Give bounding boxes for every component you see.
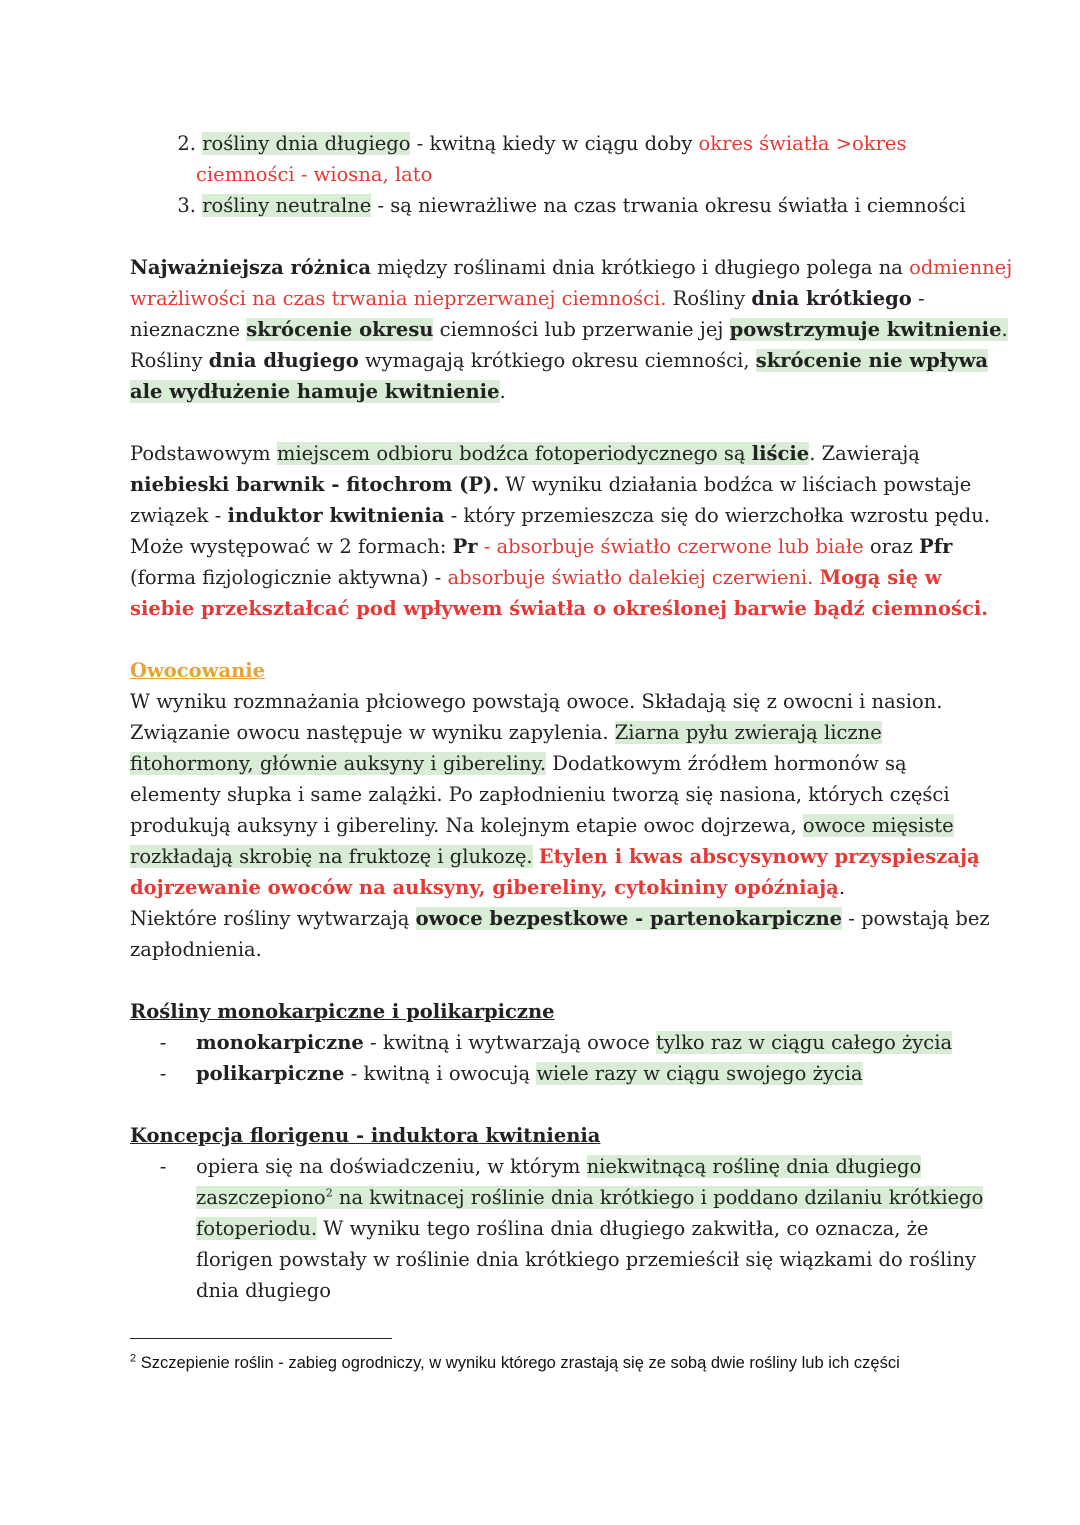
paragraph-line: [130, 717, 960, 748]
bold-highlight: skrócenie nie wpływa: [755, 349, 989, 372]
bold-text: polikarpiczne: [196, 1062, 345, 1085]
text: florigen powstały w roślinie dnia krótkiego przemieścił się wiązkami do rośliny: [196, 1248, 977, 1271]
text: - kwitną i wytwarzają owoce: [363, 1031, 656, 1054]
bullet-item: [130, 1058, 960, 1089]
bullet-continuation: [130, 1275, 960, 1306]
heading-text: Rośliny monokarpiczne i polikarpiczne: [130, 1000, 555, 1023]
text: związek -: [130, 504, 228, 527]
text: zapłodnienia.: [130, 938, 262, 961]
term-highlight: Ziarna pyłu zwierają liczne: [614, 721, 882, 744]
text: - powstają bez: [842, 907, 990, 930]
text: .: [838, 876, 846, 899]
text: Związanie owocu następuje w wyniku zapylenia.: [130, 721, 615, 744]
dash-bullet: -: [159, 1062, 167, 1085]
text: Rośliny: [666, 287, 752, 310]
list-item-continuation: [130, 159, 960, 190]
paragraph-line: [130, 283, 960, 314]
text: nieznaczne: [130, 318, 247, 341]
bold-highlight: liście: [751, 442, 810, 465]
bold-text: Pfr: [919, 535, 953, 558]
red-text: odmiennej: [909, 256, 1013, 279]
highlight-group: [196, 1186, 983, 1209]
list-number: 2.: [177, 132, 196, 155]
bold-text: dnia długiego: [208, 349, 359, 372]
footnote-separator: [130, 1338, 392, 1339]
bold-text: monokarpiczne: [196, 1031, 364, 1054]
text: .: [1001, 318, 1008, 341]
red-text: absorbuje światło dalekiej czerwieni.: [447, 566, 814, 589]
text: na kwitnacej roślinie dnia krótkiego i poddano dzilaniu krótkiego: [332, 1186, 984, 1209]
text: Podstawowym: [130, 442, 277, 465]
text: W wyniku działania bodźca w liściach powstaje: [499, 473, 972, 496]
term-highlight: niekwitnącą roślinę dnia długiego: [586, 1155, 922, 1178]
bullet-continuation: [130, 1213, 960, 1244]
section-heading-carpic: [130, 996, 960, 1027]
document-page: [130, 128, 1013, 1306]
text: zaszczepiono: [196, 1186, 326, 1209]
term-highlight: rozkładają skrobię na fruktozę i glukozę.: [130, 845, 533, 868]
list-item: [130, 128, 960, 159]
bold-highlight: owoce bezpestkowe - partenokarpiczne: [415, 907, 843, 930]
text: między roślinami dnia krótkiego i długiego polega na: [370, 256, 910, 279]
paragraph-line: [130, 810, 960, 841]
text: - kwitną i owocują: [344, 1062, 537, 1085]
text: - który przemieszcza się do wierzchołka wzrostu pędu.: [444, 504, 991, 527]
footnote-text: Szczepienie roślin - zabieg ogrodniczy, w wyniku którego zrastają się ze sobą dwie rośliny lub ich części: [136, 1354, 900, 1372]
text: opiera się na doświadczeniu, w którym: [196, 1155, 587, 1178]
term-highlight: rośliny neutralne: [202, 194, 372, 217]
list-number: 3.: [177, 194, 196, 217]
paragraph-line: [130, 252, 1013, 283]
term-highlight: miejscem odbioru bodźca fotoperiodycznego są: [276, 442, 752, 465]
bullet-continuation: [130, 1182, 984, 1213]
paragraph-line: [130, 593, 989, 624]
paragraph-line: [130, 562, 960, 593]
paragraph-line: [130, 376, 960, 407]
text: Dodatkowym źródłem hormonów są: [546, 752, 907, 775]
section-heading-fruiting: [130, 655, 960, 686]
bold-red-text: Etylen i kwas abscysynowy przyspieszają: [538, 845, 980, 868]
text: W wyniku rozmnażania płciowego powstają owoce. Składają się z owocni i nasion.: [130, 690, 943, 713]
text: elementy słupka i same zalążki. Po zapłodnieniu tworzą się nasiona, których części: [130, 783, 950, 806]
text: (forma fizjologicznie aktywna) -: [130, 566, 448, 589]
paragraph-line: [130, 872, 960, 903]
paragraph-line: [130, 934, 960, 965]
paragraph-line: [130, 469, 972, 500]
bullet-item: [130, 1151, 960, 1182]
bold-red-text: Mogą się w: [819, 566, 942, 589]
text: Niektóre rośliny wytwarzają: [130, 907, 416, 930]
text: produkują auksyny i gibereliny. Na kolejnym etapie owoc dojrzewa,: [130, 814, 803, 837]
text: ciemności lub przerwanie jej: [433, 318, 730, 341]
text: oraz: [863, 535, 920, 558]
paragraph-line: [130, 686, 960, 717]
heading-text: Koncepcja florigenu - induktora kwitnienia: [130, 1124, 601, 1147]
red-text: ciemności - wiosna, lato: [196, 163, 433, 186]
paragraph-line: [130, 841, 980, 872]
text: dnia długiego: [196, 1279, 331, 1302]
text: Rośliny: [130, 349, 209, 372]
paragraph-line: [130, 748, 960, 779]
text: -: [911, 287, 925, 310]
term-highlight: wiele razy w ciągu swojego życia: [536, 1062, 863, 1085]
paragraph-line: [130, 903, 990, 934]
term-highlight: rośliny dnia długiego: [202, 132, 411, 155]
dash-bullet: -: [159, 1031, 167, 1054]
bold-text: niebieski barwnik - fitochrom (P).: [130, 473, 500, 496]
bullet-item: [130, 1027, 960, 1058]
bold-text: induktor kwitnienia: [227, 504, 445, 527]
text: . Zawierają: [809, 442, 920, 465]
term-highlight: owoce mięsiste: [802, 814, 954, 837]
bold-highlight: powstrzymuje kwitnienie: [729, 318, 1002, 341]
red-text: -: [477, 535, 497, 558]
text: Może występować w 2 formach:: [130, 535, 453, 558]
text: - są niewrażliwe na czas trwania okresu światła i ciemności: [371, 194, 966, 217]
red-text: absorbuje światło czerwone lub białe: [496, 535, 864, 558]
text: W wyniku tego roślina dnia długiego zakwitła, co oznacza, że: [317, 1217, 929, 1240]
section-heading-florigen: [130, 1120, 960, 1151]
term-highlight: fotoperiodu.: [196, 1217, 318, 1240]
dash-bullet: -: [159, 1155, 167, 1178]
heading-text: Owocowanie: [130, 659, 266, 682]
paragraph-line: [130, 531, 960, 562]
paragraph-line: [130, 314, 1008, 345]
text: wymagają krótkiego okresu ciemności,: [358, 349, 756, 372]
bold-highlight: skrócenie okresu: [246, 318, 434, 341]
bold-red-text: siebie przekształcać pod wpływem światła o określonej barwie bądź ciemności.: [130, 597, 989, 620]
bold-text: Najważniejsza różnica: [130, 256, 371, 279]
footnote: [130, 1353, 960, 1374]
bold-text: dnia krótkiego: [751, 287, 912, 310]
footnote-mark: 2: [130, 1352, 137, 1365]
term-highlight: tylko raz w ciągu całego życia: [656, 1031, 953, 1054]
list-item: [130, 190, 966, 221]
bold-text: Pr: [452, 535, 478, 558]
red-text: okres światła >okres: [698, 132, 907, 155]
bold-red-text: dojrzewanie owoców na auksyny, gibereliny, cytokininy opóźniają: [130, 876, 839, 899]
text: .: [499, 380, 506, 403]
bold-highlight: ale wydłużenie hamuje kwitnienie: [130, 380, 500, 403]
paragraph-line: [130, 438, 960, 469]
paragraph-line: [130, 345, 989, 376]
paragraph-line: [130, 500, 991, 531]
footnote-reference[interactable]: 2: [325, 1186, 333, 1200]
paragraph-line: [130, 779, 960, 810]
text: - kwitną kiedy w ciągu doby: [410, 132, 699, 155]
bullet-continuation: [130, 1244, 977, 1275]
term-highlight: fitohormony, głównie auksyny i gibereliny.: [130, 752, 547, 775]
red-text: wrażliwości na czas trwania nieprzerwanej ciemności.: [130, 287, 667, 310]
